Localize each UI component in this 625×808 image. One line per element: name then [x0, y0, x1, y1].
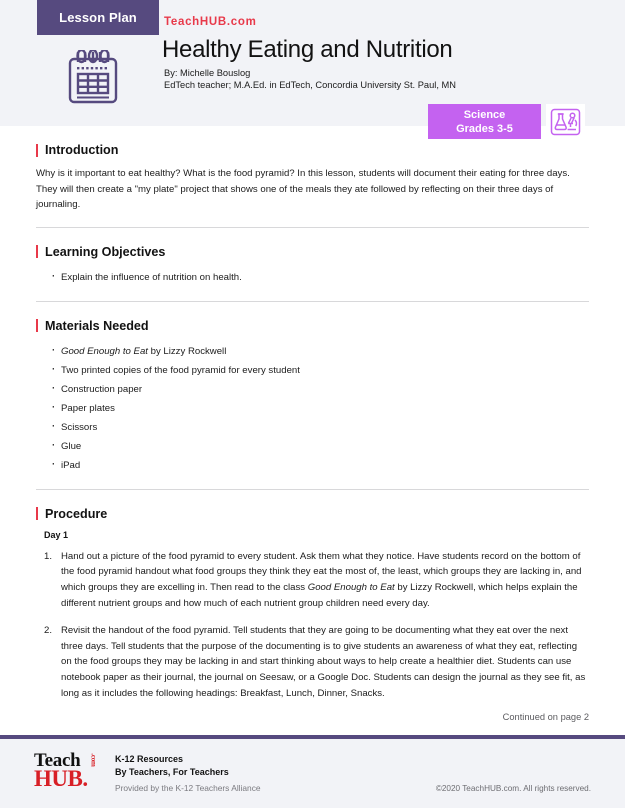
material-text: iPad [61, 459, 81, 471]
copyright-text: ©2020 TeachHUB.com. All rights reserved. [435, 784, 591, 793]
science-icon-container [546, 104, 585, 139]
section-accent-bar [36, 507, 38, 520]
step-text: Revisit the handout of the food pyramid. Tell students that they are going to be documenting what they eat over the next three days. Tell students that the purpose of the documenting is to give students an awareness of what they eat, reflecting on the food groups they may be lacking in and start thinking about ways to help create a healthier diet. Students can use notebook paper as their journal, the journal on Seesaw, or a Google Doc. Students can design the journal as they see fit, as long as it includes the following headings: Breakfast, Lunch, Dinner, Snacks. [61, 625, 586, 699]
footer-line-1: K-12 Resources [115, 754, 184, 764]
material-text: Scissors [61, 421, 98, 433]
objective-text: Explain the influence of nutrition on health. [61, 271, 242, 283]
material-text: Glue [61, 440, 82, 452]
logo-teach-text: Teach [34, 750, 81, 771]
step-book-title: Good Enough to Eat [307, 581, 395, 593]
section-accent-bar [36, 144, 38, 157]
step-number: 1. [44, 550, 53, 562]
footer-line-2: By Teachers, For Teachers [115, 767, 229, 777]
lesson-plan-badge-label: Lesson Plan [59, 10, 137, 25]
step-text: Hand out a picture of the food pyramid to every student. Ask them what they notice. Have students record on the bottom of the food pyramid handout what food groups they think they eat the most of, the least, which groups they are lacking in, and which groups they are excelling in. Then read to the class Good Enough to Eat by Lizzy Rockwell, which helps explain the different nutrient groups and how much of each nutrient group children need every day. [61, 550, 582, 609]
logo-hub-text: HUB. [34, 766, 88, 791]
section-title-text: Procedure [45, 506, 108, 521]
science-flask-microscope-icon [550, 108, 581, 136]
material-title-italic: Good Enough to Eat [61, 345, 148, 357]
procedure-steps-list [44, 549, 589, 701]
list-item [52, 456, 589, 475]
material-text: Two printed copies of the food pyramid for every student [61, 364, 300, 376]
section-accent-bar [36, 245, 38, 258]
section-title-text: Materials Needed [45, 318, 149, 333]
list-item [52, 342, 589, 361]
brand-name: TeachHUB.com [164, 16, 257, 28]
list-item [52, 380, 589, 399]
section-heading-procedure [36, 507, 589, 521]
footer-line-3: Provided by the K-12 Teachers Alliance [115, 783, 261, 793]
step-number: 2. [44, 625, 53, 637]
materials-list [52, 342, 589, 475]
subject-label: Science [463, 108, 506, 121]
section-heading-introduction [36, 143, 589, 157]
list-item [52, 418, 589, 437]
section-accent-bar [36, 319, 38, 332]
section-title-text: Learning Objectives [45, 244, 166, 259]
list-item [52, 437, 589, 456]
author-name: By: Michelle Bouslog [164, 68, 251, 78]
grade-label: Grades 3-5 [456, 122, 513, 135]
list-item [52, 361, 589, 380]
section-title-text: Introduction [45, 143, 119, 157]
material-text: Construction paper [61, 383, 143, 395]
list-item [52, 268, 589, 287]
calendar-icon [64, 50, 122, 111]
author-byline [164, 67, 456, 92]
subject-grade-badge [428, 104, 541, 139]
lesson-plan-badge [37, 0, 159, 35]
objectives-list [52, 268, 589, 287]
procedure-step [44, 549, 589, 611]
section-introduction [36, 126, 589, 228]
material-text: Paper plates [61, 402, 115, 414]
day-label: Day 1 [44, 529, 69, 540]
list-item [52, 399, 589, 418]
footer-tagline [115, 753, 261, 793]
procedure-step [44, 623, 589, 701]
section-procedure [36, 490, 589, 701]
section-heading-materials [36, 319, 589, 333]
author-credentials: EdTech teacher; M.A.Ed. in EdTech, Concordia University St. Paul, MN [164, 80, 456, 91]
continued-note: Continued on page 2 [502, 712, 589, 722]
teachhub-logo [34, 752, 108, 789]
introduction-body: Why is it important to eat healthy? What is the food pyramid? In this lesson, students will document their eating for three days. They will then create a "my plate" project that shows one of the meals they ate followed by reflecting on their three days of journaling. [36, 168, 570, 211]
logo-com-text: .com [89, 753, 98, 767]
section-learning-objectives [36, 228, 589, 302]
section-materials-needed [36, 302, 589, 490]
section-heading-objectives [36, 245, 589, 259]
document-body [0, 126, 625, 701]
page-title: Healthy Eating and Nutrition [162, 36, 453, 63]
material-text: by Lizzy Rockwell [147, 345, 227, 357]
